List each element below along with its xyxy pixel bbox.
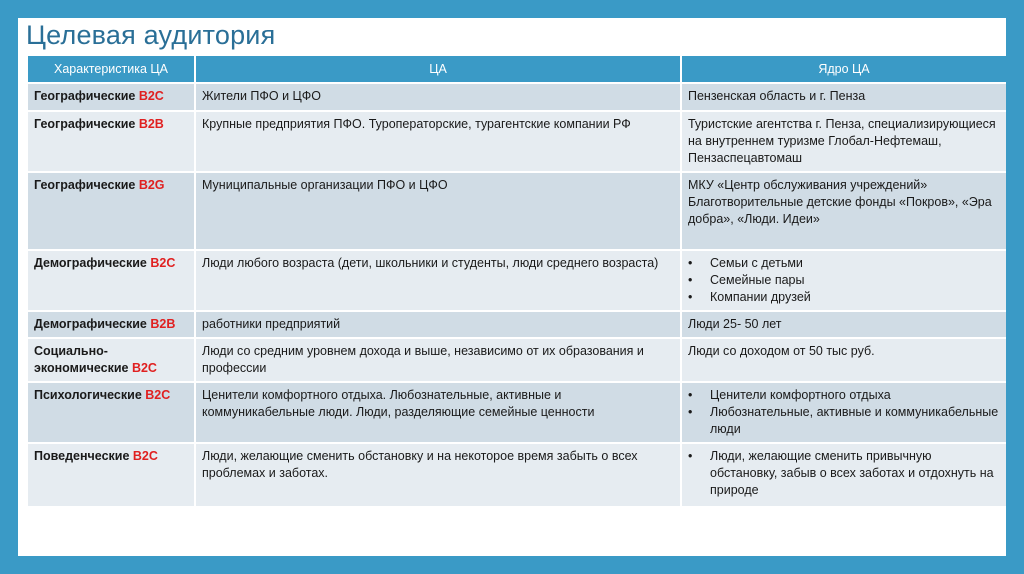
row-ca: Ценители комфортного отдыха. Любознательные, активные и коммуникабельные люди. Люди, разделяющие семейные ценности (196, 383, 680, 442)
row-core: Туристские агентства г. Пенза, специализирующиеся на внутреннем туризме Глобал-Нефтемаш, Пензаспецавтомаш (682, 112, 1006, 171)
row-characteristic (28, 84, 194, 110)
table-row (28, 112, 1006, 171)
row-characteristic (28, 251, 194, 310)
characteristic-label: Поведенческие (34, 449, 133, 463)
row-characteristic (28, 444, 194, 506)
list-item: • Любознательные, активные и коммуникабельные люди (710, 404, 1000, 438)
characteristic-label: Географические (34, 178, 139, 192)
characteristic-label: Демографические (34, 256, 151, 270)
table-header-row (28, 56, 1006, 82)
segment-tag: B2B (150, 317, 176, 331)
row-core: Люди со доходом от 50 тыс руб. (682, 339, 1006, 381)
segment-tag: B2B (138, 117, 164, 131)
row-ca: работники предприятий (196, 312, 680, 337)
characteristic-label: Географические (34, 117, 139, 131)
segment-tag: B2G (138, 178, 165, 192)
list-item: • Люди, желающие сменить привычную обстановку, забыв о всех заботах и отдохнуть на природе (710, 448, 1000, 499)
header-ca: ЦА (196, 56, 680, 82)
row-core: Люди 25- 50 лет (682, 312, 1006, 337)
list-item: • Семьи с детьми (710, 255, 1000, 272)
core-list (688, 387, 1000, 438)
list-item: • Ценители комфортного отдыха (710, 387, 1000, 404)
core-list (688, 448, 1000, 499)
row-core (682, 444, 1006, 506)
table-row (28, 444, 1006, 506)
row-ca: Люди любого возраста (дети, школьники и студенты, люди среднего возраста) (196, 251, 680, 310)
table-row (28, 383, 1006, 442)
characteristic-label: Демографические (34, 317, 151, 331)
table-row (28, 84, 1006, 110)
list-item: • Компании друзей (710, 289, 1000, 306)
row-core: Пензенская область и г. Пенза (682, 84, 1006, 110)
page-title: Целевая аудитория (26, 20, 276, 50)
header-characteristic: Характеристика ЦА (28, 56, 194, 82)
slide (18, 18, 1006, 556)
characteristic-label: Социально-экономические (34, 344, 132, 375)
characteristic-label: Географические (34, 89, 139, 103)
table-row (28, 173, 1006, 249)
row-ca: Жители ПФО и ЦФО (196, 84, 680, 110)
row-characteristic (28, 339, 194, 381)
row-characteristic (28, 112, 194, 171)
row-characteristic (28, 312, 194, 337)
row-core: МКУ «Центр обслуживания учреждений» Благотворительные детские фонды «Покров», «Эра добра», «Люди. Идеи» (682, 173, 1006, 249)
table-row (28, 251, 1006, 310)
table-row (28, 312, 1006, 337)
row-characteristic (28, 383, 194, 442)
characteristic-label: Психологические (34, 388, 146, 402)
row-ca: Муниципальные организации ПФО и ЦФО (196, 173, 680, 249)
segment-tag: B2C (150, 256, 176, 270)
segment-tag: B2C (132, 449, 158, 463)
list-item: • Семейные пары (710, 272, 1000, 289)
table-row (28, 339, 1006, 381)
segment-tag: B2C (145, 388, 171, 402)
row-characteristic (28, 173, 194, 249)
segment-tag: B2C (131, 361, 157, 375)
core-list (688, 255, 1000, 306)
row-ca: Крупные предприятия ПФО. Туроператорские, турагентские компании РФ (196, 112, 680, 171)
header-core: Ядро ЦА (682, 56, 1006, 82)
audience-table (26, 54, 1008, 508)
row-ca: Люди, желающие сменить обстановку и на некоторое время забыть о всех проблемах и заботах. (196, 444, 680, 506)
row-ca: Люди со средним уровнем дохода и выше, независимо от их образования и профессии (196, 339, 680, 381)
row-core (682, 251, 1006, 310)
row-core (682, 383, 1006, 442)
segment-tag: B2C (138, 89, 164, 103)
